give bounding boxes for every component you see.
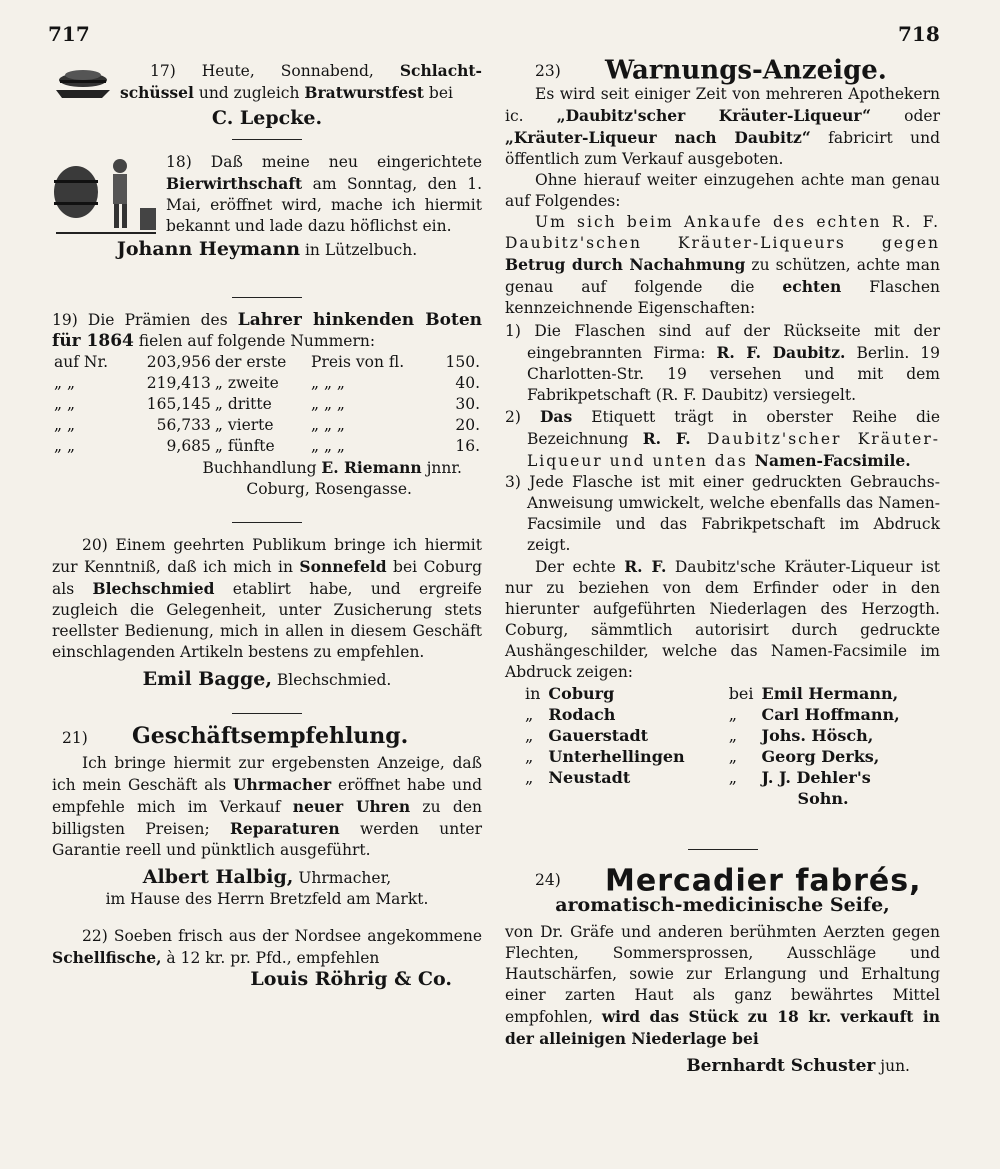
outlet-prefix: in	[525, 683, 541, 703]
ad-text: Heute, Sonnabend,	[201, 62, 400, 80]
ad-text: Daß meine neu eingerichtete	[210, 153, 482, 171]
ad-24	[505, 863, 941, 1078]
ad-text: Es wird seit einiger Zeit von mehreren Apothekern ic.	[505, 84, 940, 125]
ad-number: 17)	[150, 62, 176, 80]
outlet-prefix: „	[728, 746, 737, 766]
ad-text: zu schützen, achte man genau auf folgende die	[505, 255, 940, 296]
prize-prefix: auf Nr.	[54, 353, 109, 371]
prize-label: „ „ „	[311, 395, 345, 413]
prize-amount: 40.	[455, 374, 480, 392]
ad-text: Buchhandlung	[202, 459, 322, 477]
divider	[232, 139, 302, 140]
prize-rank: „ zweite	[214, 374, 279, 392]
ad-signature: Bernhardt Schuster	[686, 1056, 876, 1076]
outlet-name: Emil Hermann,	[761, 683, 899, 703]
ad-17	[52, 60, 482, 140]
table-row	[52, 394, 482, 415]
ad-text: am Sonntag, den 1. Mai, eröffnet wird, mache ich hiermit bekannt und lade dazu höflichst ein.	[166, 175, 482, 235]
prize-rank: „ dritte	[214, 395, 272, 413]
ad-number: 24)	[535, 871, 561, 889]
ad-text: Uhrmacher,	[293, 869, 392, 887]
outlet-prefix: „	[728, 725, 737, 745]
ad-signature-line: Coburg, Rosengasse.	[246, 480, 412, 498]
ad-text: fabricirt und öffentlich zum Verkauf ausgeboten.	[505, 128, 940, 168]
ad-signature: C. Lepcke.	[211, 107, 323, 129]
ad-text: bei Coburg als	[52, 558, 482, 598]
ad-bold: R. F. Daubitz.	[716, 342, 846, 362]
ad-text: eröffnet habe und empfehle mich im Verkauf	[52, 776, 482, 816]
list-item: Etiquett trägt in oberster Reihe die Bezeichnung	[527, 407, 940, 448]
divider	[232, 297, 302, 298]
outlet-name: Sohn.	[797, 788, 849, 808]
ad-text: Soeben frisch aus der Nordsee angekommene	[107, 927, 482, 945]
ad-text: etablirt habe, und ergreife zugleich die Gelegenheit, unter Zusicherung stets reellster Bedienung, mich in allen in diesem Geschäft einschlagenden Artikeln bestens zu empfehlen.	[52, 580, 482, 661]
prize-label: „ „ „	[311, 437, 345, 455]
prize-prefix: „ „	[54, 437, 75, 455]
ad-text: Um sich beim Ankaufe des echten R. F. Daubitz'schen Kräuter-Liqueurs gegen	[505, 212, 940, 252]
ad-number: 19)	[52, 311, 78, 329]
ad-19	[52, 310, 482, 523]
ad-bold: Uhrmacher	[233, 775, 332, 794]
table-row	[52, 436, 482, 457]
outlet-list	[521, 683, 904, 809]
outlet-prefix: „	[728, 704, 737, 724]
ad-signature-line: im Hause des Herrn Bretzfeld am Markt.	[105, 890, 429, 908]
prize-number: 219,413	[146, 374, 211, 392]
ad-text: Die Prämien des	[77, 311, 238, 329]
divider	[688, 849, 758, 850]
ad-signature: Emil Bagge,	[142, 668, 272, 690]
prize-amount: 20.	[455, 416, 480, 434]
ad-bold: Lahrer hinkenden Boten für 1864	[52, 310, 482, 351]
ad-bold: Bierwirthschaft	[166, 174, 303, 193]
page-number-left: 717	[48, 22, 90, 46]
prize-rank: „ fünfte	[214, 437, 275, 455]
ad-bold: E. Riemann	[321, 458, 422, 477]
list-item: Daubitz'scher Kräuter-Liqueur und unten das	[527, 429, 940, 470]
ad-bold: „Kräuter-Liqueur nach Daubitz“	[505, 127, 811, 147]
prize-prefix: „ „	[54, 374, 75, 392]
outlet-prefix: „	[525, 725, 534, 745]
ad-text: jun.	[875, 1057, 910, 1075]
list-item: 2)	[505, 407, 540, 426]
outlet-name: Georg Derks,	[761, 746, 880, 766]
table-row	[521, 746, 904, 767]
prize-label: „ „ „	[311, 416, 345, 434]
outlet-prefix: „	[728, 767, 737, 787]
right-column	[505, 55, 941, 1085]
table-row	[521, 704, 904, 725]
ad-text: und zugleich	[193, 84, 305, 102]
ad-22	[52, 926, 482, 990]
ad-signature: Johann Heymann	[116, 238, 301, 260]
prize-amount: 30.	[455, 395, 480, 413]
prize-rank: der erste	[214, 353, 287, 371]
ad-number: 20)	[82, 536, 108, 554]
prize-label: „ „ „	[311, 374, 345, 392]
ad-bold: Namen-Facsimile.	[754, 450, 911, 470]
ad-text: Ich bringe hiermit zur ergebensten Anzeige, daß ich mein Geschäft als	[52, 754, 482, 794]
prize-prefix: „ „	[54, 416, 75, 434]
ad-signature: Louis Röhrig & Co.	[250, 968, 452, 990]
ad-text: Der echte	[535, 557, 625, 576]
list-item: 3) Jede Flasche ist mit einer gedruckten Gebrauchs-Anweisung umwickelt, welche ebenfalls das Namen-Facsimile und das Fabrikpetschaft im Abdruck zeigt.	[505, 472, 940, 554]
outlet-place: Neustadt	[548, 767, 631, 787]
divider	[232, 713, 302, 714]
ad-bold: R. F.	[642, 428, 691, 448]
prize-number: 56,733	[156, 416, 211, 434]
ad-text: Ohne hierauf weiter einzugehen achte man genau auf Folgendes:	[505, 170, 940, 210]
ad-bold: Sonnefeld	[299, 557, 387, 576]
prize-label: Preis von fl.	[311, 353, 405, 371]
table-row	[521, 683, 904, 704]
ad-heading: Mercadier fabrés,	[605, 863, 922, 898]
ad-number: 18)	[166, 153, 192, 171]
outlet-place: Gauerstadt	[548, 725, 649, 745]
outlet-place: Unterhellingen	[548, 746, 685, 766]
ad-bold: R. F.	[624, 556, 667, 576]
tavern-barrel-icon	[52, 152, 160, 236]
ad-bold: Schlacht-	[399, 61, 482, 80]
ad-23	[505, 55, 940, 850]
table-row	[521, 725, 904, 746]
prize-table	[52, 352, 482, 457]
ad-18	[52, 152, 482, 298]
ad-text: à 12 kr. pr. Pfd., empfehlen	[161, 949, 380, 967]
ad-bold: neuer Uhren	[292, 797, 411, 816]
list-item: Berlin. 19 Charlotten-Str. 19 versehen und mit dem Fabrikpetschaft (R. F. Daubitz) versiegelt.	[527, 343, 940, 404]
ad-number: 22)	[82, 927, 108, 945]
ad-text: Flaschen kennzeichnende Eigenschaften:	[505, 277, 940, 317]
ad-text: in Lützelbuch.	[300, 241, 418, 259]
ad-subheading: aromatisch-medicinische Seife,	[555, 894, 890, 916]
ad-text: von Dr. Gräfe und anderen berühmten Aerzten gegen Flechten, Sommersprossen, Ausschläge und Hautschärfen, sowie zur Erlangung und Erhaltung einer zarten Haut als ganz bewährtes Mittel empfohlen,	[505, 923, 940, 1026]
ad-text: fielen auf folgende Nummern:	[133, 332, 376, 350]
ad-text: Daubitz'sche Kräuter-Liqueur ist nur zu beziehen von dem Erfinder oder in den hierunter aufgeführten Niederlagen des Herzogth. Coburg, sämmtlich autorisirt durch gedruckte Aushängeschilder, welche das Namen-Facsimile im Abdruck zeigen:	[505, 557, 940, 681]
ad-21	[52, 723, 483, 910]
ad-number: 21)	[62, 729, 88, 747]
table-row	[521, 788, 904, 809]
divider	[232, 522, 302, 523]
outlet-name: Carl Hoffmann,	[761, 704, 900, 724]
ad-text: zu den billigsten Preisen;	[52, 798, 482, 838]
prize-number: 203,956	[146, 353, 211, 371]
ad-bold: Bratwurstfest	[304, 83, 424, 102]
ad-text: Einem geehrten Publikum bringe ich hiermit zur Kenntniß, daß ich mich in	[52, 536, 482, 576]
outlet-place: Coburg	[548, 683, 615, 703]
ad-bold: Reparaturen	[230, 819, 340, 838]
outlet-name: J. J. Dehler's	[761, 767, 871, 787]
ad-bold: Schellfische,	[52, 948, 162, 967]
page-number-right: 718	[898, 22, 940, 46]
ad-bold: schüssel	[120, 83, 194, 102]
outlet-place: Rodach	[548, 704, 616, 724]
prize-prefix: „ „	[54, 395, 75, 413]
ad-text: jnnr.	[421, 459, 462, 477]
table-row	[52, 352, 482, 373]
prize-rank: „ vierte	[214, 416, 274, 434]
prize-number: 165,145	[146, 395, 211, 413]
prize-amount: 150.	[445, 353, 480, 371]
prize-number: 9,685	[166, 437, 211, 455]
ad-signature: Albert Halbig,	[142, 866, 294, 888]
ad-text: Blechschmied.	[271, 671, 392, 689]
outlet-prefix: bei	[728, 683, 754, 703]
sausage-platter-icon	[52, 60, 114, 100]
outlet-name: Johs. Hösch,	[761, 725, 874, 745]
ad-text: bei	[423, 84, 453, 102]
ad-bold: Blechschmied	[92, 579, 215, 598]
table-row	[521, 767, 904, 788]
left-column	[52, 60, 482, 998]
ad-heading: Geschäftsempfehlung.	[132, 723, 409, 749]
ad-text: oder	[871, 106, 940, 125]
ad-20	[52, 535, 482, 714]
table-row	[52, 373, 482, 394]
ad-bold: Das	[539, 406, 573, 426]
ad-bold: Betrug durch Nachahmung	[505, 254, 746, 274]
list-item: 1) Die Flaschen sind auf der Rückseite mit der eingebrannten Firma:	[505, 321, 940, 362]
ad-bold: „Daubitz'scher Kräuter-Liqueur“	[556, 105, 872, 125]
ad-text: werden unter Garantie reell und pünktlich ausgeführt.	[52, 820, 483, 859]
ad-heading: Warnungs-Anzeige.	[605, 55, 887, 86]
ad-bold: echten	[782, 276, 842, 296]
outlet-prefix: „	[525, 704, 534, 724]
outlet-prefix: „	[525, 746, 534, 766]
prize-amount: 16.	[455, 437, 480, 455]
outlet-prefix: „	[525, 767, 534, 787]
table-row	[52, 415, 482, 436]
ad-bold: wird das Stück zu 18 kr. verkauft in der alleinigen Niederlage bei	[505, 1007, 941, 1048]
ad-number: 23)	[535, 61, 561, 80]
